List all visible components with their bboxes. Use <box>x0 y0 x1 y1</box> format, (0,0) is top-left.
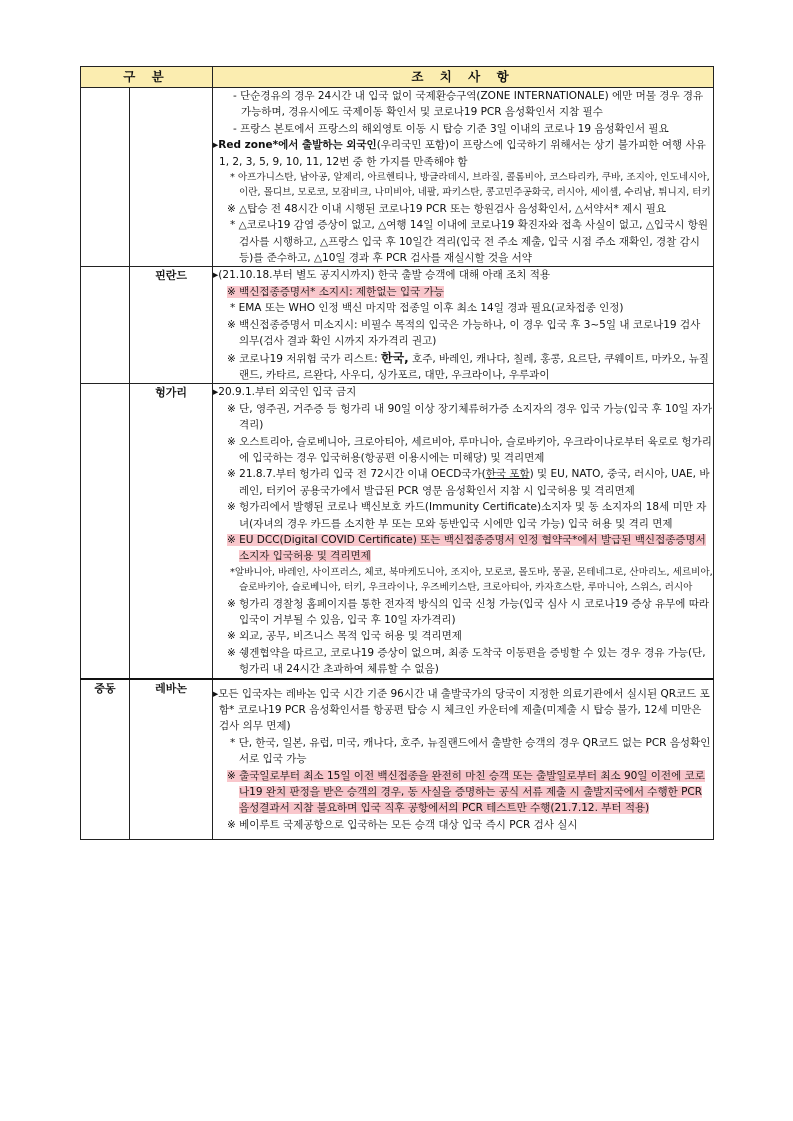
lebanon-line: ※ 베이루트 국제공항으로 입국하는 모든 승객 대상 입국 즉시 PCR 검사 실시 <box>227 818 578 831</box>
table-header-row <box>81 67 714 88</box>
finland-line <box>213 284 713 300</box>
header-measures: 조 치 사 항 <box>213 67 714 88</box>
country-label-finland: 핀란드 <box>130 267 213 384</box>
measures-table <box>80 66 714 840</box>
finland-line: ※ 백신접종증명서 미소지시: 비필수 목적의 입국은 가능하나, 이 경우 입국 후 3~5일 내 코로나19 검사 의무(검사 결과 확인 시까지 자가격리 권고) <box>227 318 701 348</box>
red-zone-bold: ▸Red zone*에서 출발하는 외국인 <box>213 139 377 152</box>
country-cell-empty <box>130 88 213 267</box>
lebanon-measures <box>213 679 714 840</box>
france-note-2: * △코로나19 감염 증상이 없고, △여행 14일 이내에 코로나19 확진자와 접촉 사실이 없고, △입국시 항원검사를 시행하고, △프랑스 입국 후 10일간 격리(입국 전 주소 제출, 입국 시점 주소 재확인, 경찰 감시 등)를 준수하고, △10일 경과 후 PCR 검사를 재실시할 것을 서약 <box>230 219 708 265</box>
korea-emphasis: 한국, <box>380 350 409 365</box>
country-label-lebanon: 레바논 <box>130 679 213 840</box>
hungary-line: ※ 단, 영주권, 거주증 등 헝가리 내 90일 이상 장기체류허가증 소지자의 경우 입국 가능(입국 후 10일 자가격리) <box>227 402 713 432</box>
hungary-line <box>213 532 713 565</box>
finland-low-risk-list <box>213 350 713 384</box>
region-label-middle-east: 중동 <box>81 679 130 840</box>
red-zone-rest: (우리국민 포함)이 프랑스에 입국하기 위해서는 상기 불가피한 여행 사유 1, 2, 3, 5, 9, 10, 11, 12번 중 한 가지를 만족해야 함 <box>219 139 706 168</box>
france-country-note: * 아프가니스탄, 남아공, 알제리, 아르헨티나, 방글라데시, 브라질, 콜롬비아, 코스타리카, 쿠바, 조지아, 인도네시아, 이란, 몰디브, 모로코, 모잠비크, 나미비아, 네팔, 파키스탄, 콩고민주공화국, 러시아, 세이셸, 수리남, 튀니지, 터키 <box>230 172 711 199</box>
region-cell-empty <box>81 88 130 267</box>
finland-line: ▸(21.10.18.부터 별도 공지시까지) 한국 출발 승객에 대해 아래 조치 적용 <box>213 269 551 282</box>
hungary-line: ※ 헝가리 경찰청 홈페이지를 통한 전자적 방식의 입국 신청 가능(입국 심사 시 코로나19 증상 유무에 따라 입국이 거부될 수 있음, 입국 후 10일 자가격리) <box>227 597 710 626</box>
france-note-1: ※ △탑승 전 48시간 이내 시행된 코로나19 PCR 또는 항원검사 음성확인서, △서약서* 제시 필요 <box>227 202 667 215</box>
lebanon-line <box>213 768 713 817</box>
korea-included-underline: 한국 포함 <box>485 468 530 481</box>
country-label-hungary: 헝가리 <box>130 384 213 679</box>
table-row-france <box>81 88 714 267</box>
hungary-country-note: *알바니아, 바레인, 사이프러스, 체코, 북마케도니아, 조지아, 모로코, 몰도바, 몽골, 몬테네그로, 산마리노, 세르비아, 슬로바키아, 슬로베니아, 터키, 우크라이나, 우즈베키스탄, 크로아티아, 카자흐스탄, 루마니아, 스위스, 러시아 <box>230 566 713 594</box>
oecd-rest: ) 및 EU, NATO, 중국, 러시아, UAE, 바레인, 터키어 공용국가에서 발급된 PCR 영문 음성확인서 지참 시 입국허용 및 격리면제 <box>239 468 710 497</box>
header-category: 구 분 <box>81 67 213 88</box>
finland-measures <box>213 267 714 384</box>
low-risk-rest: 호주, 바레인, 캐나다, 칠레, 홍콩, 요르단, 쿠웨이트, 마카오, 뉴질랜드, 카타르, 르완다, 사우디, 싱가포르, 대만, 우크라이나, 우루과이 <box>239 352 709 381</box>
france-line: - 프랑스 본토에서 프랑스의 해외영토 이동 시 탑승 기준 3일 이내의 코로나 19 음성확인서 필요 <box>233 122 669 135</box>
lebanon-highlight: ※ 출국일로부터 최소 15일 이전 백신접종을 완전히 마친 승객 또는 출발일로부터 최소 90일 이전에 코로나19 완치 판정을 받은 승객의 경우, 동 사실을 증명하는 공식 서류 제출 시 출발지국에서 수행한 PCR 음성결과서 지참 불요하며 입국 직후 공항에서의 PCR 테스트만 수행(21.7.12. 부터 적용) <box>227 769 705 815</box>
hungary-measures <box>213 384 714 679</box>
hungary-line: ※ 외교, 공무, 비즈니스 목적 입국 허용 및 격리면제 <box>227 630 462 643</box>
hungary-highlight: ※ EU DCC(Digital COVID Certificate) 또는 백신접종증명서 인정 협약국*에서 발급된 백신접종증명서 소지자 입국허용 및 격리면제 <box>227 533 706 563</box>
hungary-line: ▸20.9.1.부터 외국인 입국 금지 <box>213 386 357 399</box>
hungary-line <box>213 466 713 499</box>
table-row-lebanon <box>81 679 714 840</box>
table-row-hungary <box>81 384 714 679</box>
hungary-line: ※ 쉥겐협약을 따르고, 코로나19 증상이 없으며, 최종 도착국 이동편을 증빙할 수 있는 경우 경유 가능(단, 헝가리 내 24시간 초과하여 체류할 수 없음) <box>227 646 706 676</box>
lebanon-line: ▸모든 입국자는 레바논 입국 시간 기준 96시간 내 출발국가의 당국이 지정한 의료기관에서 실시된 QR코드 포함* 코로나19 PCR 음성확인서를 항공편 탑승 시 체크인 카운터에 제출(미제출 시 탑승 불가, 12세 미만은 검사 의무 면제) <box>213 687 710 733</box>
low-risk-prefix: ※ 코로나19 저위험 국가 리스트: <box>227 352 381 365</box>
france-line: - 단순경유의 경우 24시간 내 입국 없이 국제환승구역(ZONE INTERNATIONALE) 에만 머물 경우 경유 가능하며, 경유시에도 국제이동 확인서 및 코로나19 PCR 음성확인서 지참 필수 <box>233 90 704 119</box>
finland-highlight: ※ 백신접종증명서* 소지시: 제한없는 입국 가능 <box>227 285 444 298</box>
france-red-zone <box>213 137 713 170</box>
lebanon-line: * 단, 한국, 일본, 유럽, 미국, 캐나다, 호주, 뉴질랜드에서 출발한 승객의 경우 QR코드 없는 PCR 음성확인서로 입국 가능 <box>230 736 711 766</box>
region-cell-empty <box>81 267 130 384</box>
hungary-line: ※ 헝가리에서 발행된 코로나 백신보호 카드(Immunity Certificate)소지자 및 동 소지자의 18세 미만 자녀(자녀의 경우 카드를 소지한 부 또는 모와 동반입국 시에만 입국 가능) 입국 허용 및 격리 면제 <box>227 501 707 530</box>
region-cell-empty <box>81 384 130 679</box>
hungary-line: ※ 오스트리아, 슬로베니아, 크로아티아, 세르비아, 루마니아, 슬로바키아, 우크라이나로부터 육로로 헝가리에 입국하는 경우 입국허용(항공편 이용시에는 미해당) 및 격리면제 <box>227 435 712 464</box>
oecd-prefix: ※ 21.8.7.부터 헝가리 입국 전 72시간 이내 OECD국가( <box>227 468 486 481</box>
france-measures <box>213 88 714 267</box>
table-row-finland <box>81 267 714 384</box>
finland-line: * EMA 또는 WHO 인정 백신 마지막 접종일 이후 최소 14일 경과 필요(교차접종 인정) <box>230 302 624 315</box>
